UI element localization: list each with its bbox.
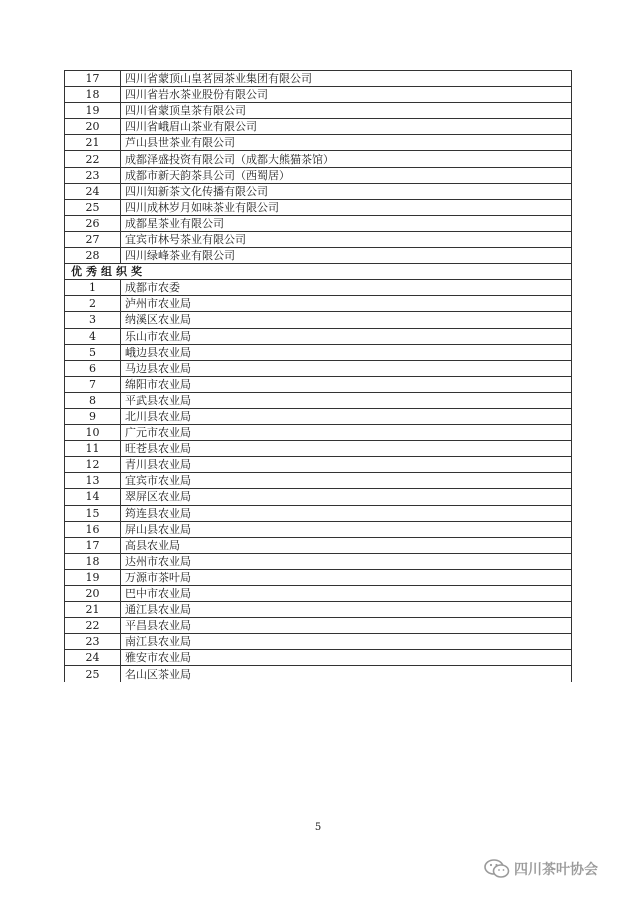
watermark [484, 858, 598, 880]
row-name: 芦山县世茶业有限公司 [121, 135, 572, 151]
table-row [65, 553, 572, 569]
row-number: 22 [65, 618, 121, 634]
row-number: 19 [65, 103, 121, 119]
table-row [65, 344, 572, 360]
row-number: 8 [65, 392, 121, 408]
row-name: 四川省岩水茶业股份有限公司 [121, 87, 572, 103]
table-row [65, 634, 572, 650]
row-name: 绵阳市农业局 [121, 376, 572, 392]
table-row [65, 376, 572, 392]
table-row [65, 215, 572, 231]
row-name: 平昌县农业局 [121, 618, 572, 634]
row-number: 7 [65, 376, 121, 392]
row-name: 成都市农委 [121, 280, 572, 296]
table-row [65, 71, 572, 87]
row-number: 24 [65, 650, 121, 666]
row-number: 1 [65, 280, 121, 296]
table-row [65, 569, 572, 585]
row-name: 四川省峨眉山茶业有限公司 [121, 119, 572, 135]
row-number: 24 [65, 183, 121, 199]
row-number: 23 [65, 167, 121, 183]
row-name: 雅安市农业局 [121, 650, 572, 666]
section-header-row [65, 264, 572, 280]
row-name: 名山区茶业局 [121, 666, 572, 682]
row-name: 四川省蒙顶皇茶有限公司 [121, 103, 572, 119]
row-name: 宜宾市农业局 [121, 473, 572, 489]
table-row [65, 425, 572, 441]
row-name: 乐山市农业局 [121, 328, 572, 344]
row-name: 万源市茶叶局 [121, 569, 572, 585]
row-number: 17 [65, 71, 121, 87]
row-name: 四川绿峰茶业有限公司 [121, 248, 572, 264]
row-name: 广元市农业局 [121, 425, 572, 441]
row-name: 纳溪区农业局 [121, 312, 572, 328]
row-number: 25 [65, 199, 121, 215]
row-name: 达州市农业局 [121, 553, 572, 569]
row-name: 通江县农业局 [121, 602, 572, 618]
row-name: 屏山县农业局 [121, 521, 572, 537]
row-number: 28 [65, 248, 121, 264]
table-row [65, 457, 572, 473]
table-row [65, 489, 572, 505]
watermark-text: 四川茶叶协会 [514, 862, 598, 878]
row-number: 13 [65, 473, 121, 489]
table-row [65, 280, 572, 296]
awards-table [64, 70, 572, 682]
table-row [65, 167, 572, 183]
table-row [65, 87, 572, 103]
table-row [65, 392, 572, 408]
row-number: 25 [65, 666, 121, 682]
row-number: 18 [65, 87, 121, 103]
row-number: 22 [65, 151, 121, 167]
table-row [65, 521, 572, 537]
row-number: 12 [65, 457, 121, 473]
table-row [65, 151, 572, 167]
row-name: 筠连县农业局 [121, 505, 572, 521]
row-name: 巴中市农业局 [121, 586, 572, 602]
row-number: 20 [65, 586, 121, 602]
table-row [65, 586, 572, 602]
row-number: 5 [65, 344, 121, 360]
row-name: 成都市新天韵茶具公司（西蜀居） [121, 167, 572, 183]
row-name: 马边县农业局 [121, 360, 572, 376]
row-number: 11 [65, 441, 121, 457]
row-number: 19 [65, 569, 121, 585]
table-row [65, 360, 572, 376]
table-row [65, 135, 572, 151]
row-name: 平武县农业局 [121, 392, 572, 408]
row-number: 26 [65, 215, 121, 231]
row-name: 翠屏区农业局 [121, 489, 572, 505]
table-row [65, 441, 572, 457]
table-row [65, 183, 572, 199]
row-number: 27 [65, 231, 121, 247]
table-row [65, 618, 572, 634]
table-row [65, 199, 572, 215]
table-row [65, 328, 572, 344]
row-name: 高县农业局 [121, 537, 572, 553]
row-name: 宜宾市林号茶业有限公司 [121, 231, 572, 247]
section-title: 优秀组织奖 [65, 264, 572, 280]
row-number: 23 [65, 634, 121, 650]
page-number: 5 [314, 822, 322, 833]
row-name: 泸州市农业局 [121, 296, 572, 312]
table-row [65, 248, 572, 264]
table-row [65, 296, 572, 312]
table-row [65, 408, 572, 424]
row-number: 2 [65, 296, 121, 312]
table-row [65, 602, 572, 618]
table-row [65, 103, 572, 119]
row-name: 成都泽盛投资有限公司（成都大熊猫茶馆） [121, 151, 572, 167]
row-number: 14 [65, 489, 121, 505]
row-name: 南江县农业局 [121, 634, 572, 650]
row-name: 成都星茶业有限公司 [121, 215, 572, 231]
wechat-icon [484, 859, 510, 879]
row-number: 4 [65, 328, 121, 344]
row-number: 20 [65, 119, 121, 135]
row-name: 四川省蒙顶山皇茗园茶业集团有限公司 [121, 71, 572, 87]
row-number: 15 [65, 505, 121, 521]
row-name: 北川县农业局 [121, 408, 572, 424]
row-number: 9 [65, 408, 121, 424]
row-number: 10 [65, 425, 121, 441]
row-number: 6 [65, 360, 121, 376]
row-name: 四川知新茶文化传播有限公司 [121, 183, 572, 199]
table-row [65, 312, 572, 328]
row-number: 21 [65, 602, 121, 618]
row-number: 3 [65, 312, 121, 328]
row-name: 四川成林岁月如味茶业有限公司 [121, 199, 572, 215]
table-row [65, 473, 572, 489]
row-number: 16 [65, 521, 121, 537]
row-name: 青川县农业局 [121, 457, 572, 473]
row-name: 峨边县农业局 [121, 344, 572, 360]
row-name: 旺苍县农业局 [121, 441, 572, 457]
table-row [65, 537, 572, 553]
table-row [65, 119, 572, 135]
table-row [65, 505, 572, 521]
table-row [65, 666, 572, 682]
row-number: 21 [65, 135, 121, 151]
table-row [65, 650, 572, 666]
row-number: 18 [65, 553, 121, 569]
row-number: 17 [65, 537, 121, 553]
table-row [65, 231, 572, 247]
